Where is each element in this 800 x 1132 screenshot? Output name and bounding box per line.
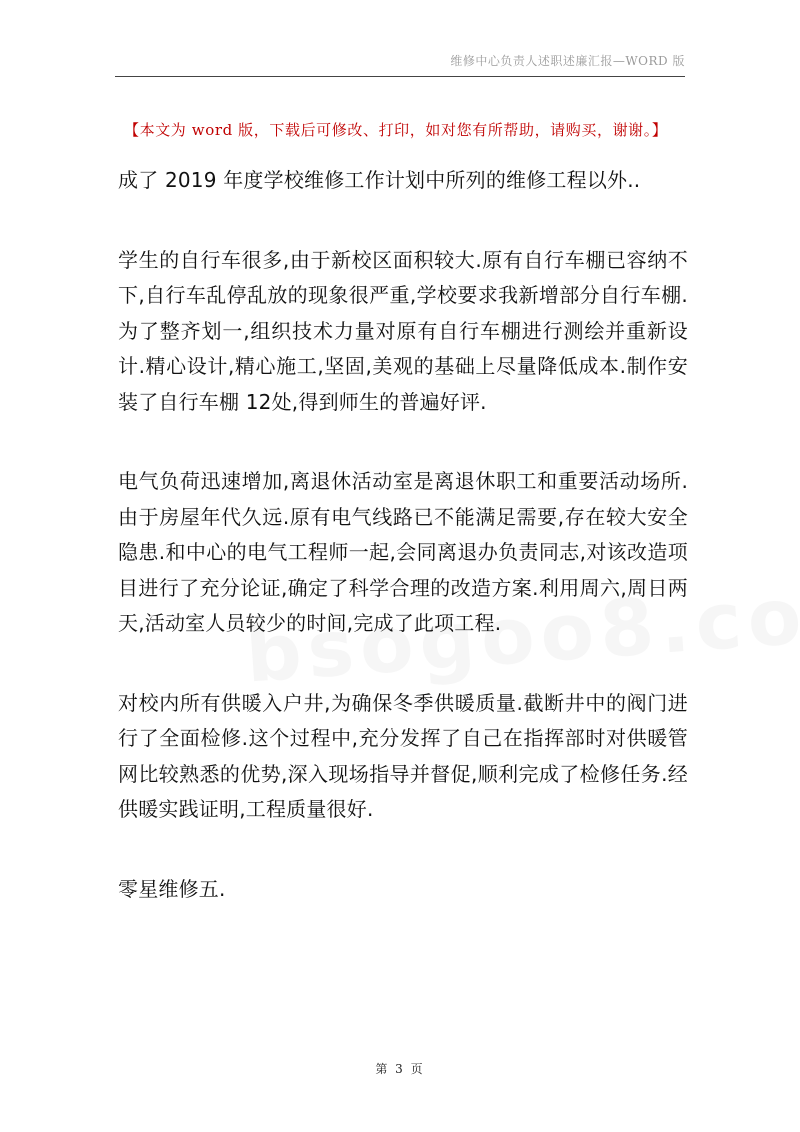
paragraph-2: 学生的自行车很多,由于新校区面积较大.原有自行车棚已容纳不下,自行车乱停乱放的现象很严重,学校要求我新增部分自行车棚.为了整齐划一,组织技术力量对原有自行车棚进行测绘并重新设计.精心设计,精心施工,坚固,美观的基础上尽量降低成本.制作安装了自行车棚 12处,得到师生的普遍好评. — [118, 247, 688, 414]
purchase-notice: 【本文为 word 版，下载后可修改、打印，如对您有所帮助，请购买，谢谢。】 — [124, 121, 668, 139]
header-divider — [115, 76, 685, 77]
document-body — [118, 163, 688, 951]
paragraph-1: 成了 2019 年度学校维修工作计划中所列的维修工程以外.. — [118, 168, 641, 192]
paragraph-4: 对校内所有供暖入户井,为确保冬季供暖质量.截断井中的阀门进行了全面检修.这个过程中,充分发挥了自己在指挥部时对供暖管网比较熟悉的优势,深入现场指导并督促,顺利完成了检修任务.经供暖实践证明,工程质量很好. — [118, 690, 688, 821]
document-header-title: 维修中心负责人述职述廉汇报—WORD 版 — [450, 54, 685, 68]
paragraph-3: 电气负荷迅速增加,离退休活动室是离退休职工和重要活动场所.由于房屋年代久远.原有电气线路已不能满足需要,存在较大安全隐患.和中心的电气工程师一起,会同离退办负责同志,对该改造项目进行了充分论证,确定了科学合理的改造方案.利用周六,周日两天,活动室人员较少的时间,完成了此项工程. — [118, 469, 688, 635]
paragraph-5: 零星维修五. — [118, 876, 226, 901]
page-number: 第 3 页 — [375, 1062, 425, 1076]
